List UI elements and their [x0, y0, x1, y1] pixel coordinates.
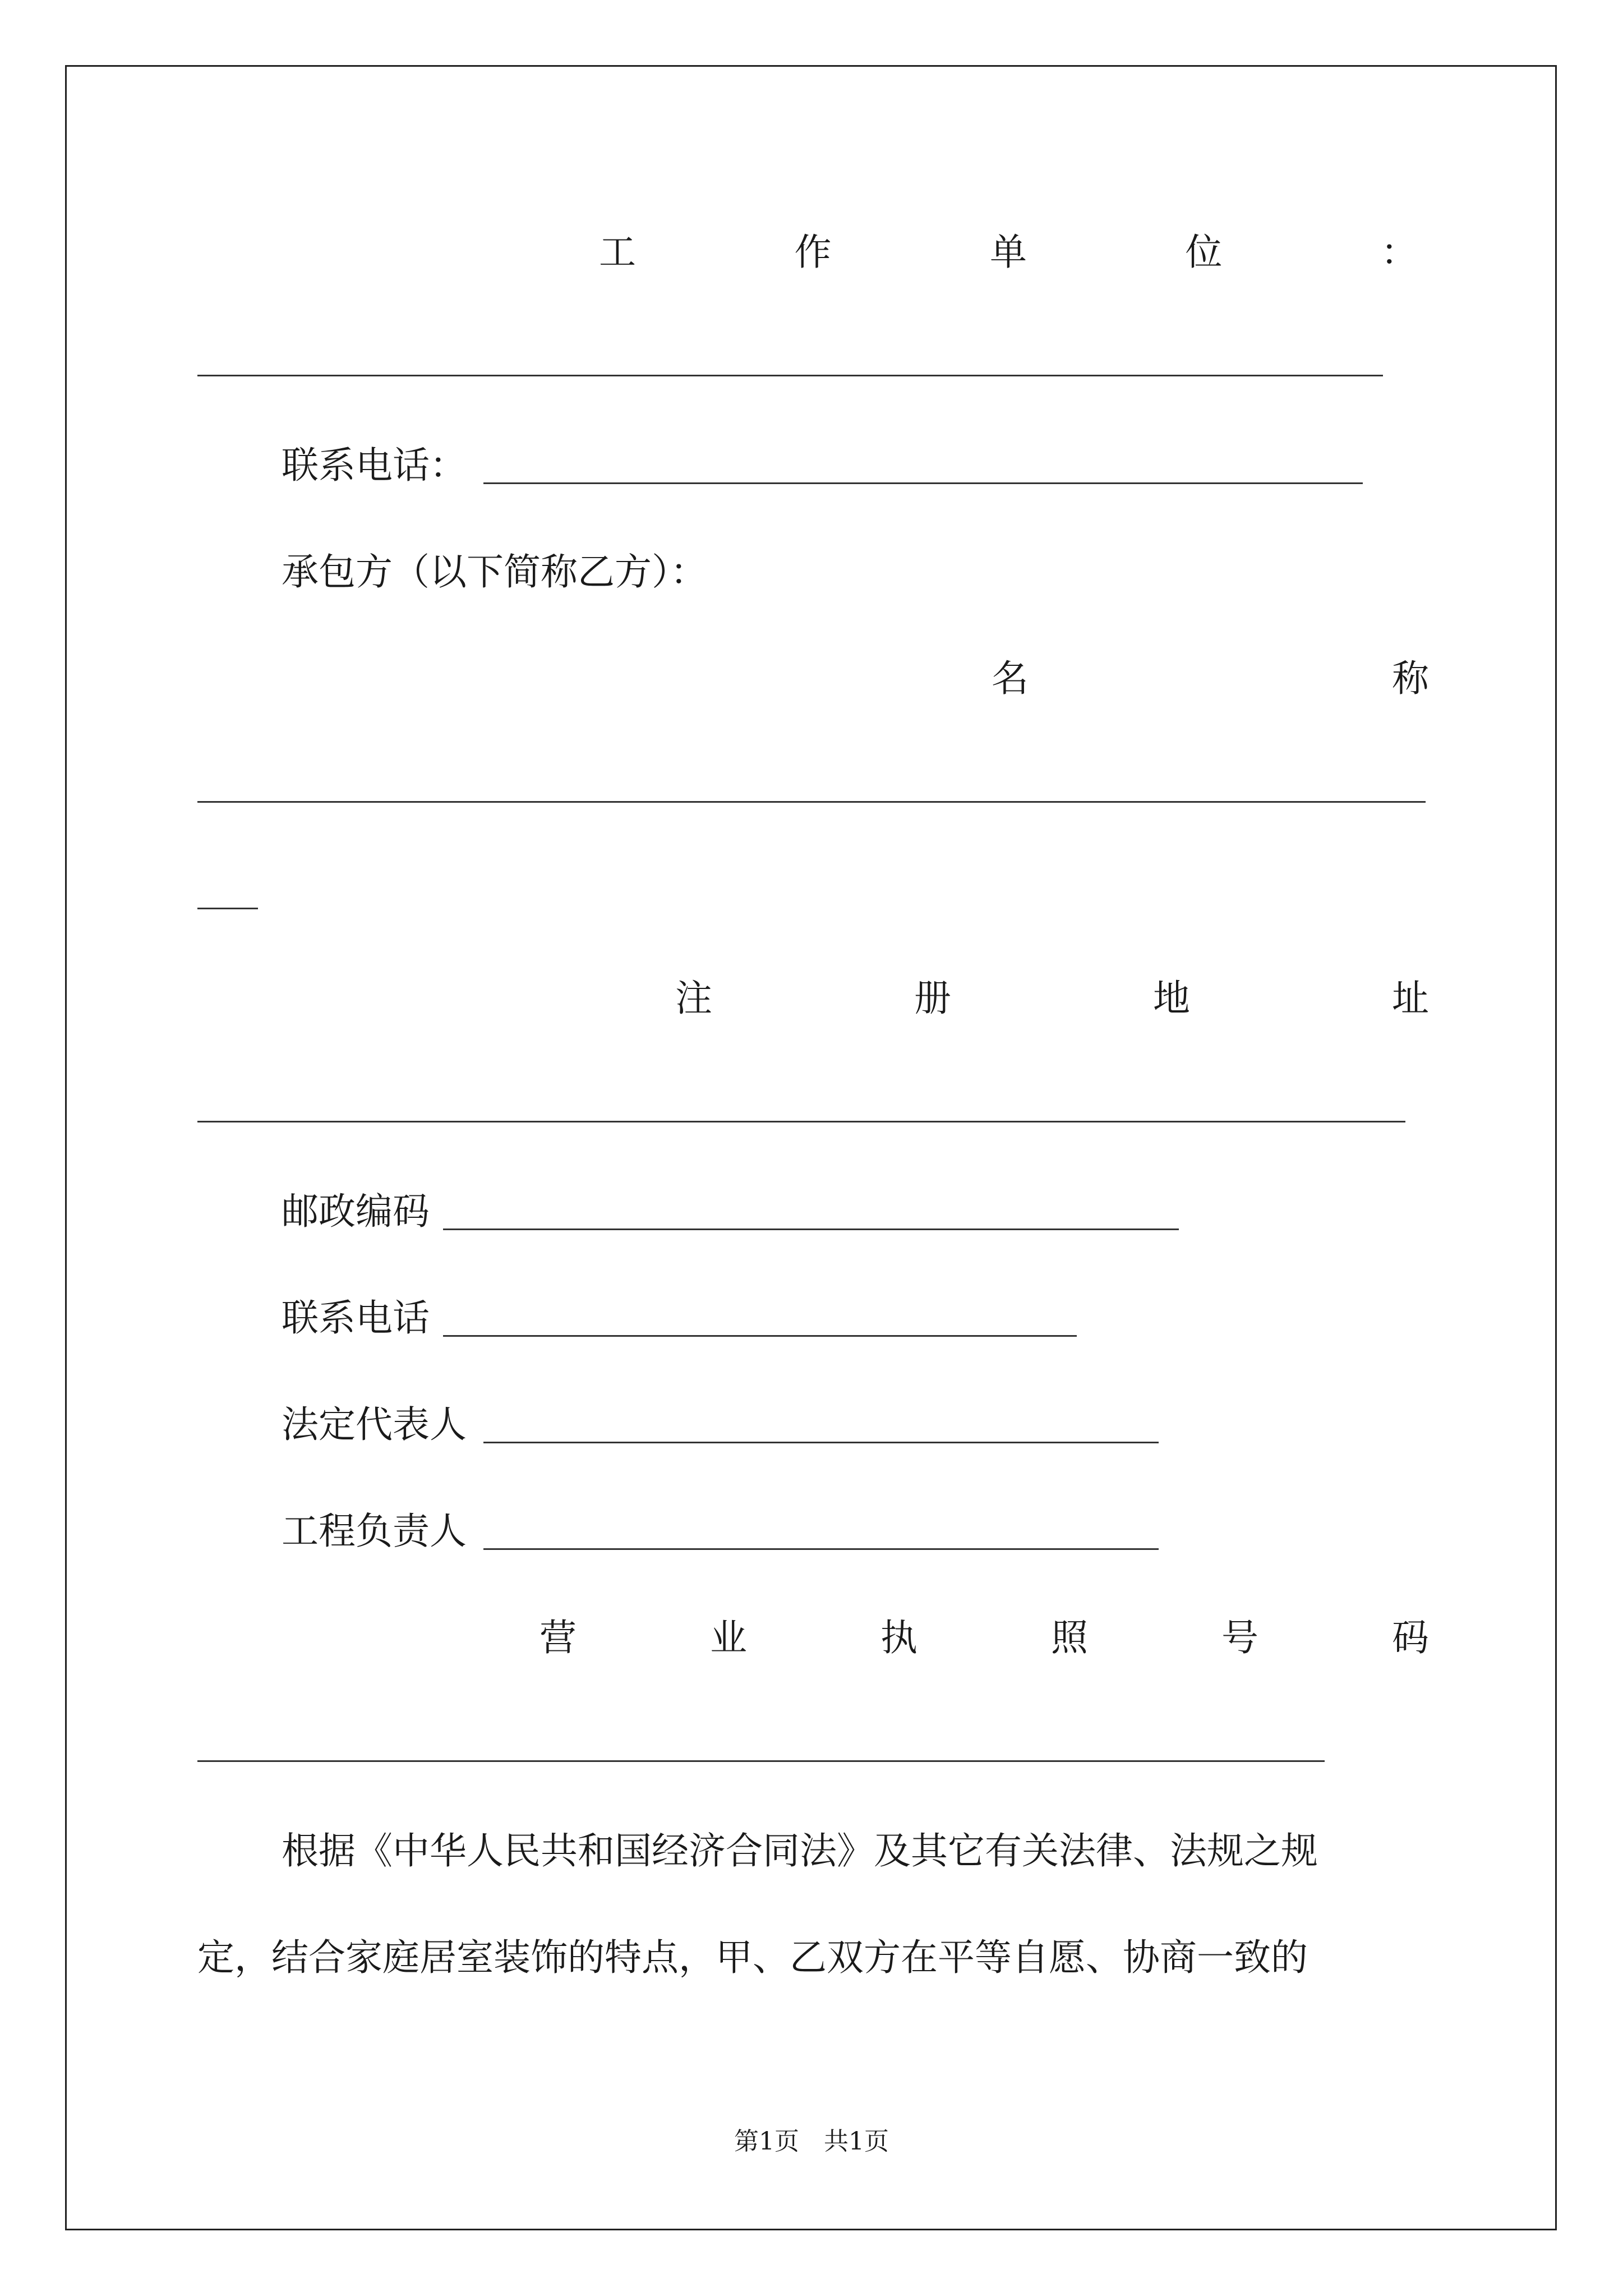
char: 名: [992, 657, 1029, 700]
legal-rep-label: 法定代表人: [282, 1403, 467, 1446]
char: 单: [990, 231, 1027, 274]
postcode-label: 邮政编码: [282, 1190, 430, 1233]
page-footer: 第1页 共1页: [734, 2127, 889, 2156]
postcode-blank: [443, 1228, 1179, 1230]
char: 号: [1221, 1616, 1258, 1659]
char: 位: [1185, 231, 1223, 274]
phone1-blank: [483, 482, 1363, 484]
char: 称: [1392, 657, 1429, 700]
char: 作: [794, 231, 832, 274]
reg-address-blank: [197, 1121, 1405, 1122]
char: 营: [540, 1616, 577, 1659]
project-lead-blank: [483, 1548, 1159, 1550]
reg-address-heading: [675, 973, 1429, 1024]
char: ：: [1381, 231, 1418, 274]
char: 照: [1051, 1616, 1088, 1659]
legal-rep-blank: [483, 1442, 1159, 1443]
name-heading: [992, 654, 1429, 704]
project-lead-label: 工程负责人: [282, 1510, 467, 1553]
char: 注: [675, 977, 712, 1020]
char: 业: [710, 1616, 747, 1659]
paragraph-line-1: 根据《中华人民共和国经济合同法》及其它有关法律、法规之规: [282, 1829, 1318, 1872]
license-blank: [197, 1760, 1325, 1762]
name-blank-continued: [197, 908, 258, 909]
char: 码: [1392, 1616, 1429, 1659]
char: 工: [599, 231, 636, 274]
phone2-label: 联系电话: [282, 1296, 430, 1340]
char: 册: [914, 977, 951, 1020]
name-blank: [197, 801, 1426, 803]
work-unit-heading: [599, 227, 1418, 278]
phone2-blank: [443, 1335, 1077, 1337]
char: 执: [880, 1616, 917, 1659]
work-unit-blank: [197, 375, 1383, 376]
paragraph-line-2: 定，结合家庭居室装饰的特点，甲、乙双方在平等自愿、协商一致的: [197, 1936, 1308, 1979]
char: 地: [1153, 977, 1190, 1020]
phone1-row: [282, 440, 467, 491]
license-heading: [540, 1613, 1429, 1663]
phone1-label: 联系电话：: [282, 444, 467, 487]
char: 址: [1392, 977, 1429, 1020]
contractor-heading: 承包方（以下简称乙方）：: [282, 550, 707, 593]
